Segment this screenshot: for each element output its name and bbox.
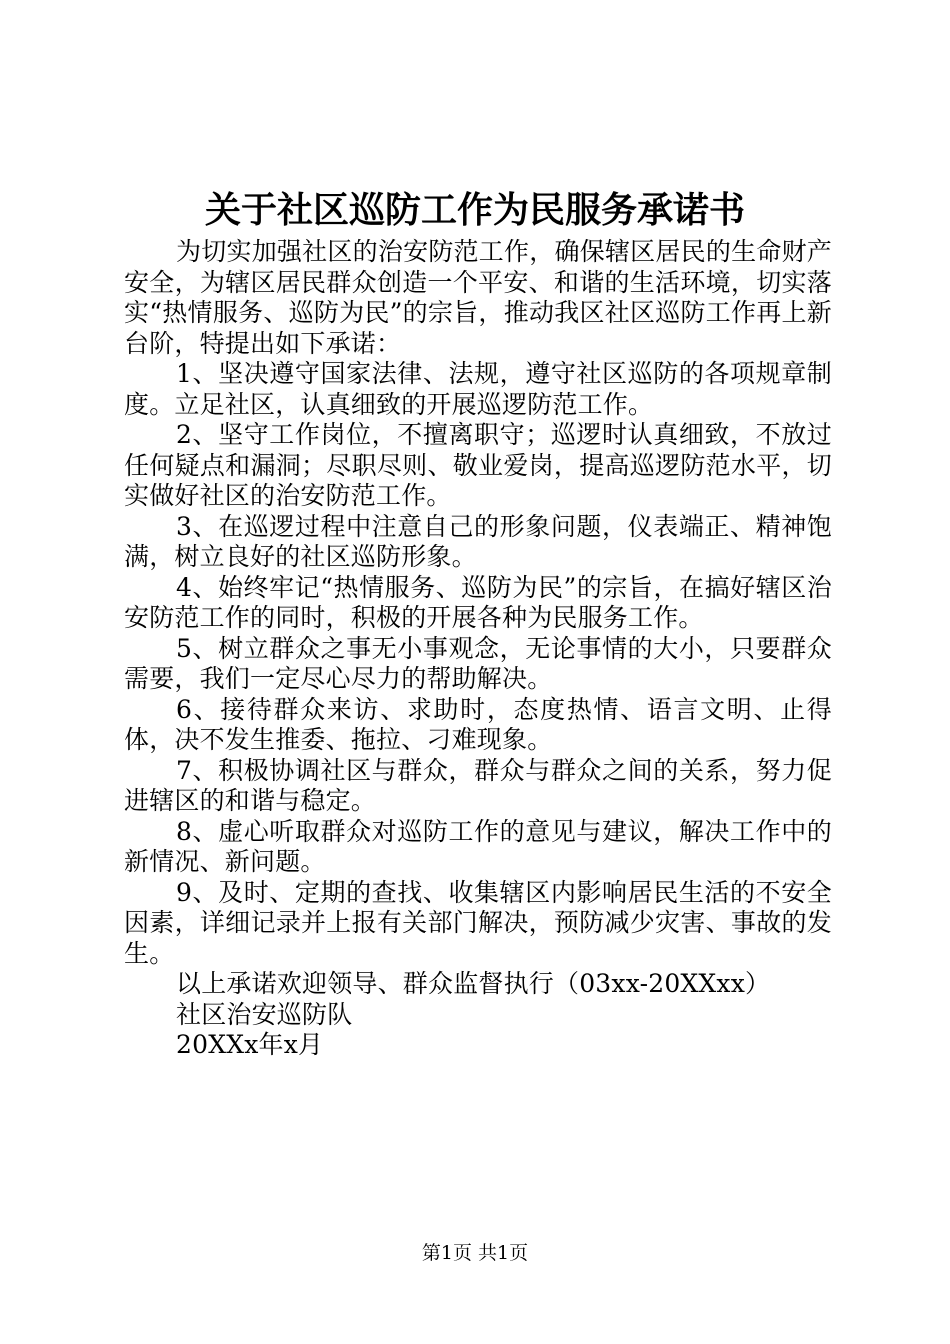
intro-paragraph: 为切实加强社区的治安防范工作，确保辖区居民的生命财产安全，为辖区居民群众创造一个平安、和谐的生活环境，切实落实“热情服务、巡防为民”的宗旨，推动我区社区巡防工作再上新台阶，特提出如下承诺： [124,237,832,358]
commitment-6: 6、接待群众来访、求助时，态度热情、语言文明、止得体，决不发生推委、拖拉、刁难现象。 [124,694,832,754]
document-title: 关于社区巡防工作为民服务承诺书 [204,189,745,231]
commitment-9: 9、及时、定期的查找、收集辖区内影响居民生活的不安全因素，详细记录并上报有关部门解决，预防减少灾害、事故的发生。 [124,877,832,968]
signature-date: 20XXx年x月 [176,1030,324,1059]
commitment-8: 8、虚心听取群众对巡防工作的意见与建议，解决工作中的新情况、新问题。 [124,816,832,876]
commitment-7: 7、积极协调社区与群众，群众与群众之间的关系，努力促进辖区的和谐与稳定。 [124,755,832,815]
commitment-2: 2、坚守工作岗位，不擅离职守；巡逻时认真细致，不放过任何疑点和漏洞；尽职尽则、敬业爱岗，提高巡逻防范水平，切实做好社区的治安防范工作。 [124,420,832,510]
signature-organization: 社区治安巡防队 [176,999,353,1029]
commitment-5: 5、树立群众之事无小事观念，无论事情的大小，只要群众需要，我们一定尽心尽力的帮助解决。 [124,633,832,693]
commitment-1: 1、坚决遵守国家法律、法规，遵守社区巡防的各项规章制度。立足社区，认真细致的开展巡逻防范工作。 [124,359,832,419]
page-footer: 第1页 共1页 [421,1242,529,1264]
commitment-4: 4、始终牢记“热情服务、巡防为民”的宗旨，在搞好辖区治安防范工作的同时，积极的开展各种为民服务工作。 [124,572,832,632]
commitment-3: 3、在巡逻过程中注意自己的形象问题，仪表端正、精神饱满，树立良好的社区巡防形象。 [124,511,832,571]
closing-statement: 以上承诺欢迎领导、群众监督执行（03xx-20XXxx） [176,969,771,998]
document-body [124,237,832,1061]
